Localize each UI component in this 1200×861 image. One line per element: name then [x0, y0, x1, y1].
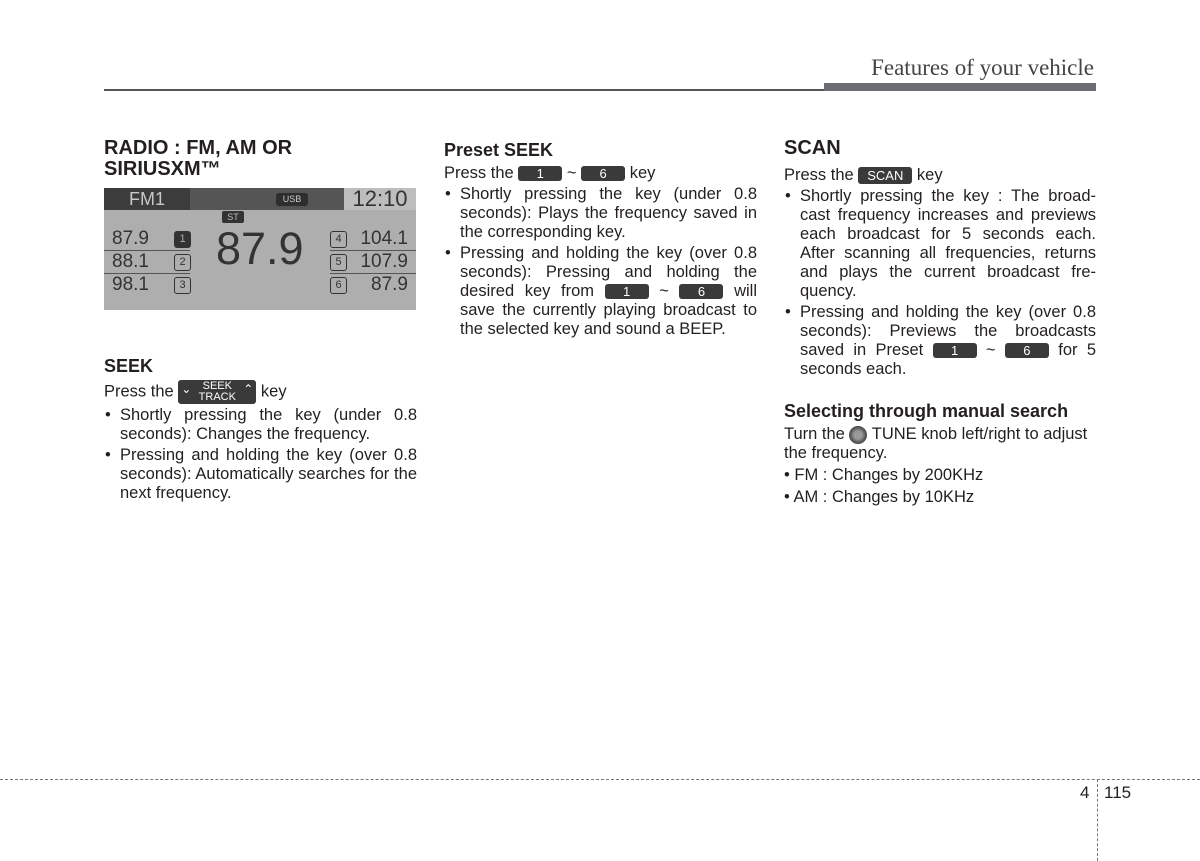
- scan-heading: SCAN: [784, 137, 841, 159]
- preset-seek-bullets: [444, 185, 757, 339]
- chevron-up-icon: ⌃: [243, 382, 254, 396]
- display-preset-row: [104, 251, 416, 273]
- bullet-text: will save the currently playing broadcast to the selected key and sound a BEEP.: [460, 282, 757, 338]
- manual-turn-post: TUNE knob left/right to adjust the frequency.: [784, 425, 1088, 462]
- preset-freq: 98.1: [112, 274, 149, 295]
- seek-track-key: [178, 380, 256, 404]
- header-rule-thin: [104, 89, 824, 91]
- seek-press-pre: Press the: [104, 382, 174, 401]
- column-radio: [104, 138, 417, 180]
- preset-press-pre: Press the: [444, 164, 514, 182]
- tilde: ~: [566, 164, 577, 182]
- header-title: Features of your vehicle: [871, 55, 1094, 80]
- display-preset-row: [104, 274, 416, 296]
- display-usb-badge: USB: [276, 193, 308, 206]
- preset-freq: 104.1: [360, 228, 408, 249]
- tilde: ~: [985, 341, 996, 359]
- page-number: 115: [1104, 783, 1132, 802]
- manual-turn-pre: Turn the: [784, 425, 845, 443]
- scan-press-post: key: [916, 166, 943, 184]
- preset-number: 1: [174, 231, 191, 248]
- preset-seek-heading: Preset SEEK: [444, 140, 554, 160]
- manual-turn-line: [784, 425, 1096, 463]
- tune-knob-icon: [849, 426, 867, 444]
- preset-number: 4: [330, 231, 347, 248]
- scan-bullets: [784, 187, 1096, 379]
- preset-freq: 107.9: [360, 251, 408, 272]
- preset-key-1: 1: [605, 284, 649, 299]
- bullet-text: Pressing and holding the key (over 0.8 seconds): Pressing and holding the desired key from: [460, 244, 757, 300]
- seek-section: [104, 356, 417, 503]
- tilde: ~: [659, 282, 669, 300]
- footer-divider: [0, 779, 1200, 780]
- seek-key-bottom: TRACK: [198, 391, 236, 403]
- list-item: • Shortly pressing the key (under 0.8 seconds): Changes the frequency.: [104, 406, 417, 444]
- seek-press-line: [104, 380, 417, 404]
- display-band: FM1: [104, 188, 190, 210]
- preset-number: 2: [174, 254, 191, 271]
- section-number: 4: [1080, 783, 1090, 802]
- seek-bullets: [104, 406, 417, 503]
- seek-heading: SEEK: [104, 356, 154, 376]
- preset-freq: 87.9: [371, 274, 408, 295]
- scan-press-line: [784, 166, 1096, 185]
- footer-vertical-divider: [1097, 779, 1098, 861]
- header-rule-thick: [824, 83, 1096, 91]
- display-st-badge: ST: [222, 211, 244, 223]
- chevron-down-icon: ⌄: [181, 382, 192, 396]
- preset-freq: 87.9: [112, 228, 149, 249]
- manual-search-heading: Selecting through manual search: [784, 401, 1069, 421]
- scan-key: SCAN: [858, 167, 912, 184]
- preset-press-post: key: [629, 164, 656, 182]
- preset-key-6: 6: [1005, 343, 1049, 358]
- list-item: • Pressing and holding the key (over 0.8 seconds): Automatically searches for the next frequency.: [104, 446, 417, 503]
- display-main-frequency: 87.9: [216, 223, 304, 274]
- scan-section: [784, 138, 1096, 507]
- seek-key-top: SEEK: [202, 380, 232, 392]
- list-item: • Shortly pressing the key : The broad-cast frequency increases and previews each broadcast for 5 seconds each. After scanning all frequencies, returns and plays the current broadcast fre-quency.: [784, 187, 1096, 301]
- preset-seek-press-line: [444, 164, 757, 183]
- radio-display-illustration: [104, 188, 416, 310]
- scan-press-pre: Press the: [784, 166, 854, 184]
- preset-key-6: 6: [581, 166, 625, 181]
- preset-number: 3: [174, 277, 191, 294]
- list-item: [784, 303, 1096, 379]
- preset-number: 5: [330, 254, 347, 271]
- list-item: • Shortly pressing the key (under 0.8 seconds): Plays the frequency saved in the corresponding key.: [444, 185, 757, 242]
- preset-seek-section: [444, 140, 757, 339]
- preset-key-1: 1: [518, 166, 562, 181]
- list-item: [444, 244, 757, 339]
- preset-key-1: 1: [933, 343, 977, 358]
- fm-step-line: • FM : Changes by 200KHz: [784, 466, 984, 484]
- display-clock: 12:10: [344, 188, 416, 210]
- bullet-text: for 5 seconds each.: [800, 341, 1096, 378]
- seek-press-post: key: [260, 382, 287, 401]
- am-step-line: • AM : Changes by 10KHz: [784, 488, 975, 506]
- preset-key-6: 6: [679, 284, 723, 299]
- radio-heading: RADIO : FM, AM OR SIRIUSXM™: [104, 137, 293, 180]
- bullet-text: Pressing and holding the key (over 0.8 seconds): Previews the broadcasts saved in Preset: [800, 303, 1096, 359]
- preset-number: 6: [330, 277, 347, 294]
- display-preset-row: [104, 228, 416, 250]
- preset-freq: 88.1: [112, 251, 149, 272]
